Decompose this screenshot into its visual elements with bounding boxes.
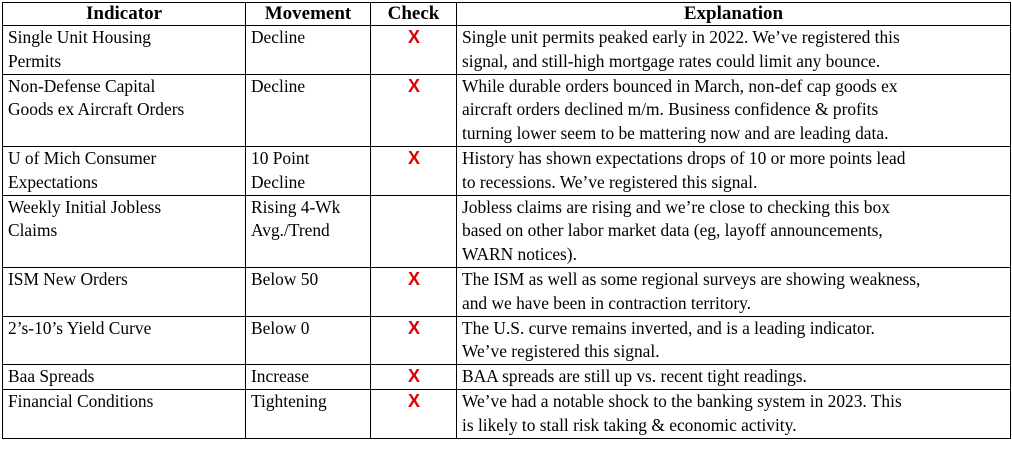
- explanation-text: Single unit permits peaked early in 2022. We’ve registered this signal, and still-high mortgage rates could limit any bounce.: [462, 27, 900, 71]
- movement-text: Increase: [251, 366, 309, 387]
- check-mark: X: [407, 27, 420, 47]
- explanation-cell: [457, 267, 1011, 316]
- indicator-text: ISM New Orders: [8, 268, 128, 289]
- indicator-text: Single Unit Housing Permits: [8, 27, 151, 71]
- table-row: [3, 365, 1011, 390]
- check-cell: [371, 74, 457, 146]
- explanation-cell: [457, 389, 1011, 438]
- indicator-text: U of Mich Consumer Expectations: [8, 147, 157, 192]
- header-explanation: Explanation: [457, 3, 1011, 26]
- check-cell: [371, 267, 457, 316]
- indicator-text: 2’s-10’s Yield Curve: [8, 317, 152, 338]
- indicator-text: Non-Defense Capital Goods ex Aircraft Orders: [8, 75, 185, 120]
- indicator-cell: [3, 365, 246, 390]
- movement-cell: [246, 74, 371, 146]
- movement-cell: [246, 146, 371, 195]
- explanation-cell: [457, 26, 1011, 75]
- indicator-cell: [3, 146, 246, 195]
- header-movement: Movement: [246, 3, 371, 26]
- check-mark: X: [407, 390, 420, 411]
- indicator-cell: [3, 26, 246, 75]
- table-row: [3, 74, 1011, 146]
- check-mark: X: [407, 75, 420, 96]
- explanation-text: BAA spreads are still up vs. recent tight readings.: [462, 366, 807, 387]
- explanation-text: The ISM as well as some regional surveys are showing weakness, and we have been in contraction territory.: [462, 268, 921, 313]
- explanation-text: The U.S. curve remains inverted, and is a leading indicator. We’ve registered this signal.: [462, 317, 875, 362]
- movement-text: Rising 4-Wk Avg./Trend: [251, 196, 341, 241]
- indicator-cell: [3, 267, 246, 316]
- check-mark: X: [407, 268, 420, 289]
- indicator-text: Financial Conditions: [8, 390, 154, 411]
- table-row: [3, 146, 1011, 195]
- explanation-text: History has shown expectations drops of 10 or more points lead to recessions. We’ve registered this signal.: [462, 147, 906, 192]
- explanation-text: Jobless claims are rising and we’re close to checking this box based on other labor market data (eg, layoff announcements, WARN notices).: [462, 196, 890, 265]
- header-indicator: Indicator: [3, 3, 246, 26]
- check-mark: X: [407, 317, 420, 338]
- table-row: [3, 26, 1011, 75]
- movement-cell: [246, 316, 371, 365]
- check-cell: [371, 365, 457, 390]
- explanation-cell: [457, 195, 1011, 267]
- check-cell: [371, 195, 457, 267]
- table-row: [3, 267, 1011, 316]
- table-header-row: [3, 3, 1011, 26]
- check-cell: [371, 316, 457, 365]
- indicator-cell: [3, 316, 246, 365]
- movement-text: Below 0: [251, 317, 310, 338]
- explanation-cell: [457, 365, 1011, 390]
- movement-text: 10 Point Decline: [251, 147, 310, 192]
- table-row: [3, 389, 1011, 438]
- check-cell: [371, 146, 457, 195]
- movement-cell: [246, 389, 371, 438]
- indicator-text: Baa Spreads: [8, 366, 95, 387]
- table-row: [3, 316, 1011, 365]
- movement-text: Below 50: [251, 268, 319, 289]
- indicator-cell: [3, 74, 246, 146]
- header-check: Check: [371, 3, 457, 26]
- table-row: [3, 195, 1011, 267]
- explanation-cell: [457, 74, 1011, 146]
- movement-cell: [246, 267, 371, 316]
- check-mark: X: [407, 366, 420, 387]
- indicator-text: Weekly Initial Jobless Claims: [8, 196, 162, 241]
- indicator-cell: [3, 195, 246, 267]
- explanation-text: While durable orders bounced in March, non-def cap goods ex aircraft orders declined m/m. Business confidence & profits turning lower seem to be mattering now and are leading data.: [462, 75, 898, 144]
- explanation-cell: [457, 316, 1011, 365]
- movement-text: Tightening: [251, 390, 327, 411]
- movement-text: Decline: [251, 27, 306, 47]
- movement-cell: [246, 365, 371, 390]
- movement-text: Decline: [251, 75, 306, 96]
- check-cell: [371, 26, 457, 75]
- explanation-text: We’ve had a notable shock to the banking system in 2023. This is likely to stall risk taking & economic activity.: [462, 390, 902, 435]
- indicator-cell: [3, 389, 246, 438]
- check-cell: [371, 389, 457, 438]
- indicator-table: [2, 2, 1011, 439]
- movement-cell: [246, 195, 371, 267]
- movement-cell: [246, 26, 371, 75]
- explanation-cell: [457, 146, 1011, 195]
- check-mark: X: [407, 147, 420, 168]
